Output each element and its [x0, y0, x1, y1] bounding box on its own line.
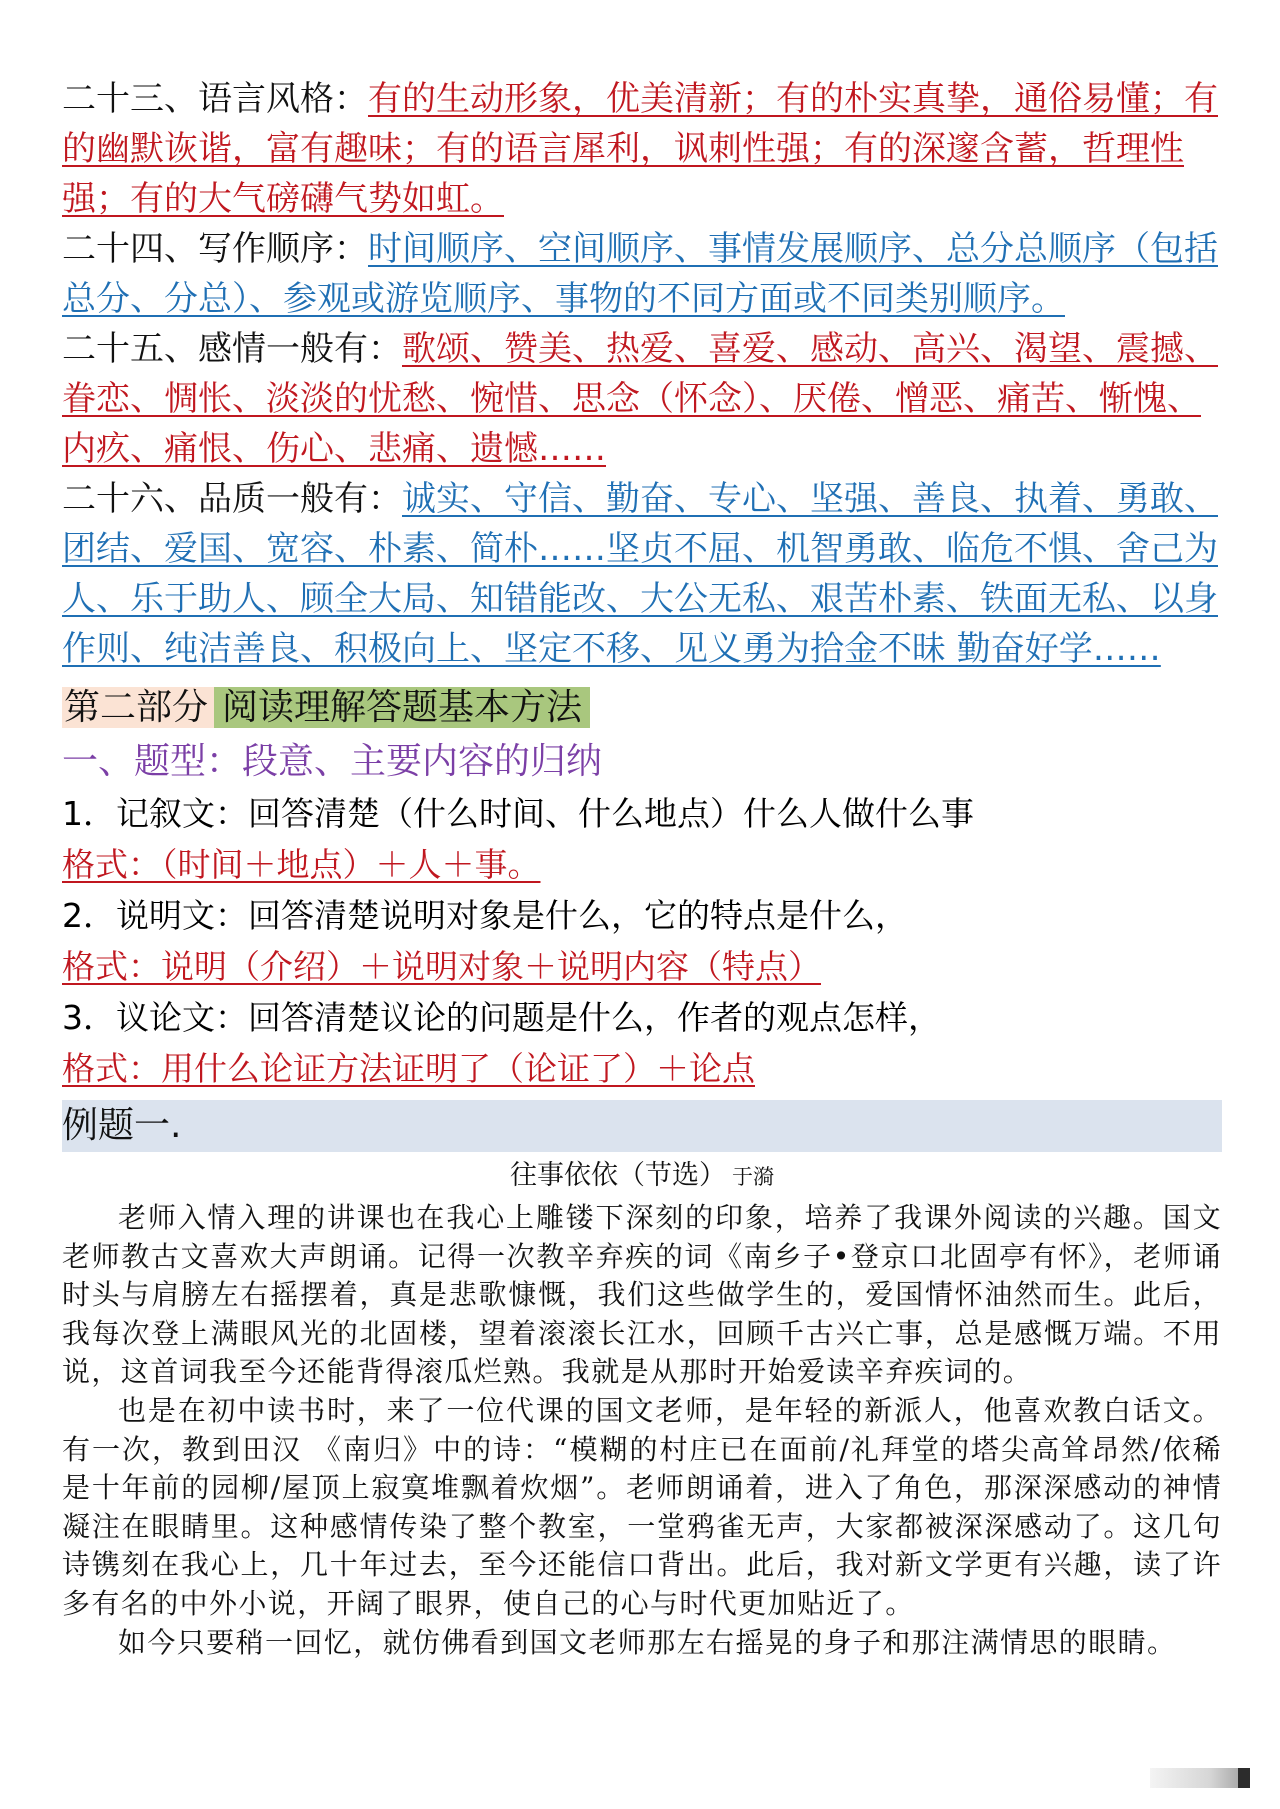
excerpt-paragraph-3: 如今只要稍一回忆，就仿佛看到国文老师那左右摇晃的身子和那注满情思的眼睛。: [118, 1625, 1177, 1659]
example-one-heading: 例题一.: [62, 1100, 1222, 1152]
horizontal-scrollbar[interactable]: [1150, 1768, 1250, 1788]
item-23-language-style: [62, 74, 1222, 224]
item-23-label: 二十三、语言风格：: [62, 79, 368, 119]
expository-format-line: [62, 941, 1222, 992]
excerpt-title-line: [62, 1154, 1222, 1199]
narrative-format: 格式：（时间＋地点）＋人＋事。: [62, 845, 541, 884]
excerpt-paragraph-2: 也是在初中读书时，来了一位代课的国文老师，是年轻的新派人，他喜欢教白话文。有一次，教到田汉 《南归》中的诗：“模糊的村庄已在面前/礼拜堂的塔尖高耸昂然/依稀是十年前的园柳/屋顶上寂寞堆飘着炊烟”。老师朗诵着，进入了角色，那深深感动的神情凝注在眼睛里。这种感情传染了整个教室，一堂鸦雀无声，大家都被深深感动了。这几句诗镌刻在我心上，几十年过去，至今还能信口背出。此后，我对新文学更有兴趣，读了许多有名的中外小说，开阔了眼界，使自己的心与时代更加贴近了。: [62, 1393, 1222, 1620]
item-23-content: 有的生动形象，优美清新；有的朴实真挚，通俗易懂；有的幽默诙谐，富有趣味；有的语言犀利，讽刺性强；有的深邃含蓄，哲理性强；有的大气磅礴气势如虹。: [62, 79, 1218, 219]
part-two-label: 第二部分: [62, 687, 214, 728]
document-page: [62, 74, 1222, 1662]
item-24-content: 时间顺序、空间顺序、事情发展顺序、总分总顺序（包括总分、分总）、参观或游览顺序、事物的不同方面或不同类别顺序。: [62, 229, 1218, 319]
narrative-question: 1．记叙文：回答清楚（什么时间、什么地点）什么人做什么事: [62, 794, 974, 833]
argumentative-format: 格式：用什么论证方法证明了（论证了）＋论点: [62, 1049, 755, 1088]
item-25-emotions: [62, 324, 1222, 474]
item-26-content: 诚实、守信、勤奋、专心、坚强、善良、执着、勇敢、团结、爱国、宽容、朴素、简朴……坚贞不屈、机智勇敢、临危不惧、舍己为人、乐于助人、顾全大局、知错能改、大公无私、艰苦朴素、铁面无私、以身作则、纯洁善良、积极向上、坚定不移、见义勇为拾金不昧 勤奋好学……: [62, 479, 1218, 669]
item-24-label: 二十四、写作顺序：: [62, 229, 368, 269]
excerpt-title: 往事依依（节选）: [510, 1160, 726, 1191]
argumentative-format-line: [62, 1043, 1222, 1094]
item-24-writing-order: [62, 224, 1222, 324]
scrollbar-thumb[interactable]: [1238, 1768, 1250, 1788]
part-two-title: 阅读理解答题基本方法: [214, 687, 590, 728]
excerpt-paragraph-1: 老师入情入理的讲课也在我心上雕镂下深刻的印象，培养了我课外阅读的兴趣。国文老师教古文喜欢大声朗诵。记得一次教辛弃疾的词《南乡子•登京口北固亭有怀》，老师诵时头与肩膀左右摇摆着，真是悲歌慷慨，我们这些做学生的，爱国情怀油然而生。此后，我每次登上满眼风光的北固楼，望着滚滚长江水，回顾千古兴亡事，总是感慨万端。不用说，这首词我至今还能背得滚瓜烂熟。我就是从那时开始爱读辛弃疾词的。: [62, 1201, 1222, 1389]
example-excerpt: [62, 1154, 1222, 1662]
argumentative-question: 3．议论文：回答清楚议论的问题是什么，作者的观点怎样，: [62, 998, 941, 1037]
expository-format: 格式：说明（介绍）＋说明对象＋说明内容（特点）: [62, 947, 821, 986]
item-26-qualities: [62, 474, 1222, 674]
item-25-content: 歌颂、赞美、热爱、喜爱、感动、高兴、渴望、震撼、眷恋、惆怅、淡淡的忧愁、惋惜、思念（怀念）、厌倦、憎恶、痛苦、惭愧、内疚、痛恨、伤心、悲痛、遗憾……: [62, 329, 1218, 469]
narrative-format-line: [62, 839, 1222, 890]
section-one-heading: 一、题型：段意、主要内容的归纳: [62, 741, 603, 782]
item-26-label: 二十六、品质一般有：: [62, 479, 402, 519]
part-two-heading: [62, 680, 1222, 736]
item-25-label: 二十五、感情一般有：: [62, 329, 402, 369]
excerpt-author: 于漪: [732, 1165, 774, 1189]
expository-question: 2．说明文：回答清楚说明对象是什么，它的特点是什么，: [62, 896, 908, 935]
